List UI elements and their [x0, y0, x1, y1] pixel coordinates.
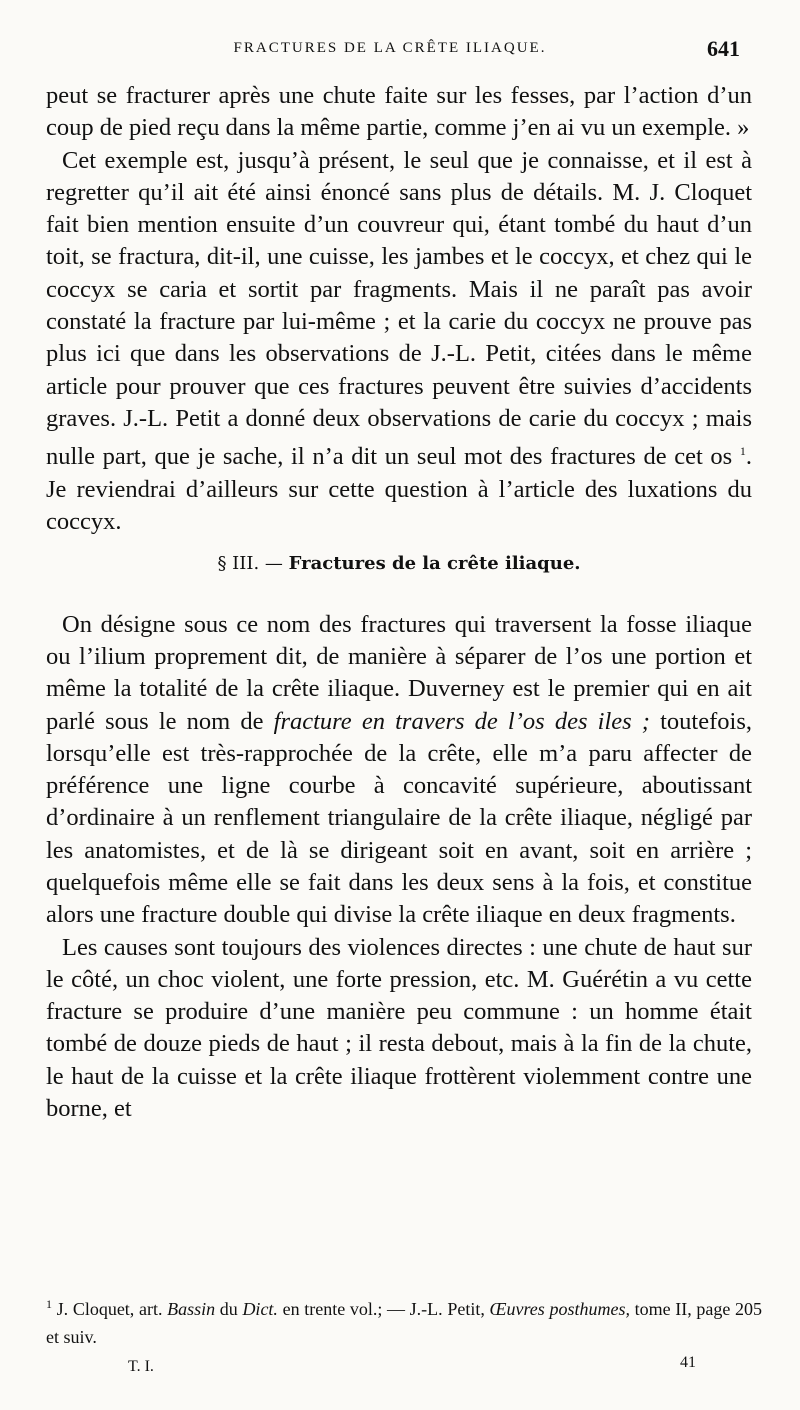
signature-mark: T. I. — [128, 1358, 154, 1375]
running-head: FRACTURES DE LA CRÊTE ILIAQUE. — [233, 40, 547, 56]
paragraph-3-italic: fracture en travers de l’os des iles ; — [273, 707, 650, 735]
paragraph-3-text-b: toutefois, lorsqu’elle est très-rapprochée de la crête, elle m’a paru affecter de préférence une ligne courbe à concavité supérieure, aboutissant d’ordinaire à un renflement triangulaire de la crête iliaque, négligé par les anatomistes, et de là se dirigeant soit en avant, soit en arrière ; quelquefois même elle se fait dans les deux sens à la fois, et constitue alors une fracture double qui divise la crête iliaque en deux fragments. — [46, 707, 752, 929]
paragraph-1: peut se fracturer après une chute faite sur les fesses, par l’action d’un coup de pied reçu dans la même partie, comme j’en ai vu un exemple. » — [46, 82, 752, 142]
footnote-italic-2: Dict. — [242, 1299, 278, 1319]
page-number: 641 — [707, 36, 740, 61]
footnote-1 — [46, 1290, 762, 1351]
paragraph-3 — [46, 609, 752, 932]
section-heading — [46, 548, 752, 580]
body-text — [46, 80, 752, 1125]
footnote-number: 1 — [46, 1297, 52, 1311]
footnote-text-4: tome II, page 205 et suiv. — [46, 1299, 763, 1347]
footnote-text-2: du — [219, 1299, 238, 1319]
footnote-ref: 1 — [739, 444, 746, 459]
section-title: Fractures de la crête iliaque. — [288, 553, 581, 575]
footnote-text-1: J. Cloquet, art. — [56, 1299, 163, 1319]
footnotes — [46, 1290, 762, 1351]
footnote-italic-3: Œuvres posthumes, — [489, 1299, 630, 1319]
paragraph-4: Les causes sont toujours des violences directes : une chute de haut sur le côté, un choc violent, une forte pression, etc. M. Guérétin a vu cette fracture se produire d’une manière peu commune : un homme était tombé de douze pieds de haut ; il resta debout, mais à la fin de la chute, le haut de la cuisse et la crête iliaque frottèrent violemment contre une borne, et — [46, 933, 752, 1123]
page-header — [40, 36, 740, 62]
section-number: § III. — — [217, 553, 283, 575]
footnote-italic-1: Bassin — [167, 1299, 216, 1319]
signature-number: 41 — [680, 1354, 696, 1371]
paragraph-3-text-a: On désigne sous ce nom des fractures qui traversent la fosse iliaque ou l’ilium proprement dit, de manière à séparer de l’os une portion et même la totalité de la crête iliaque. Duverney est le premier qui en ait parlé sous le nom de — [46, 610, 752, 735]
paragraph-2-text-a: Cet exemple est, jusqu’à présent, le seul que je connaisse, et il est à regretter qu’il ait été ainsi énoncé sans plus de détails. M. J. Cloquet fait bien mention ensuite d’un couvreur qui, étant tombé du haut d’un toit, se fractura, dit-il, une cuisse, les jambes et le coccyx, et chez qui le coccyx se caria et sortit par fragments. Mais il ne paraît pas avoir constaté la fracture par lui-même ; et la carie du coccyx ne prouve pas plus ici que dans les observations de J.-L. Petit, citées dans le même article pour prouver que ces fractures peuvent être suivies d’accidents graves. J.-L. Petit a donné deux observations de carie du coccyx ; mais nulle part, que je sache, il n’a dit un seul mot des fractures de cet os — [46, 146, 752, 471]
paragraph-2-text-b: . Je reviendrai d’ailleurs sur cette question à l’article des luxations du coccyx. — [46, 443, 752, 536]
paragraph-2 — [46, 145, 752, 539]
footnote-text-3: en trente vol.; — J.-L. Petit, — [282, 1299, 485, 1319]
